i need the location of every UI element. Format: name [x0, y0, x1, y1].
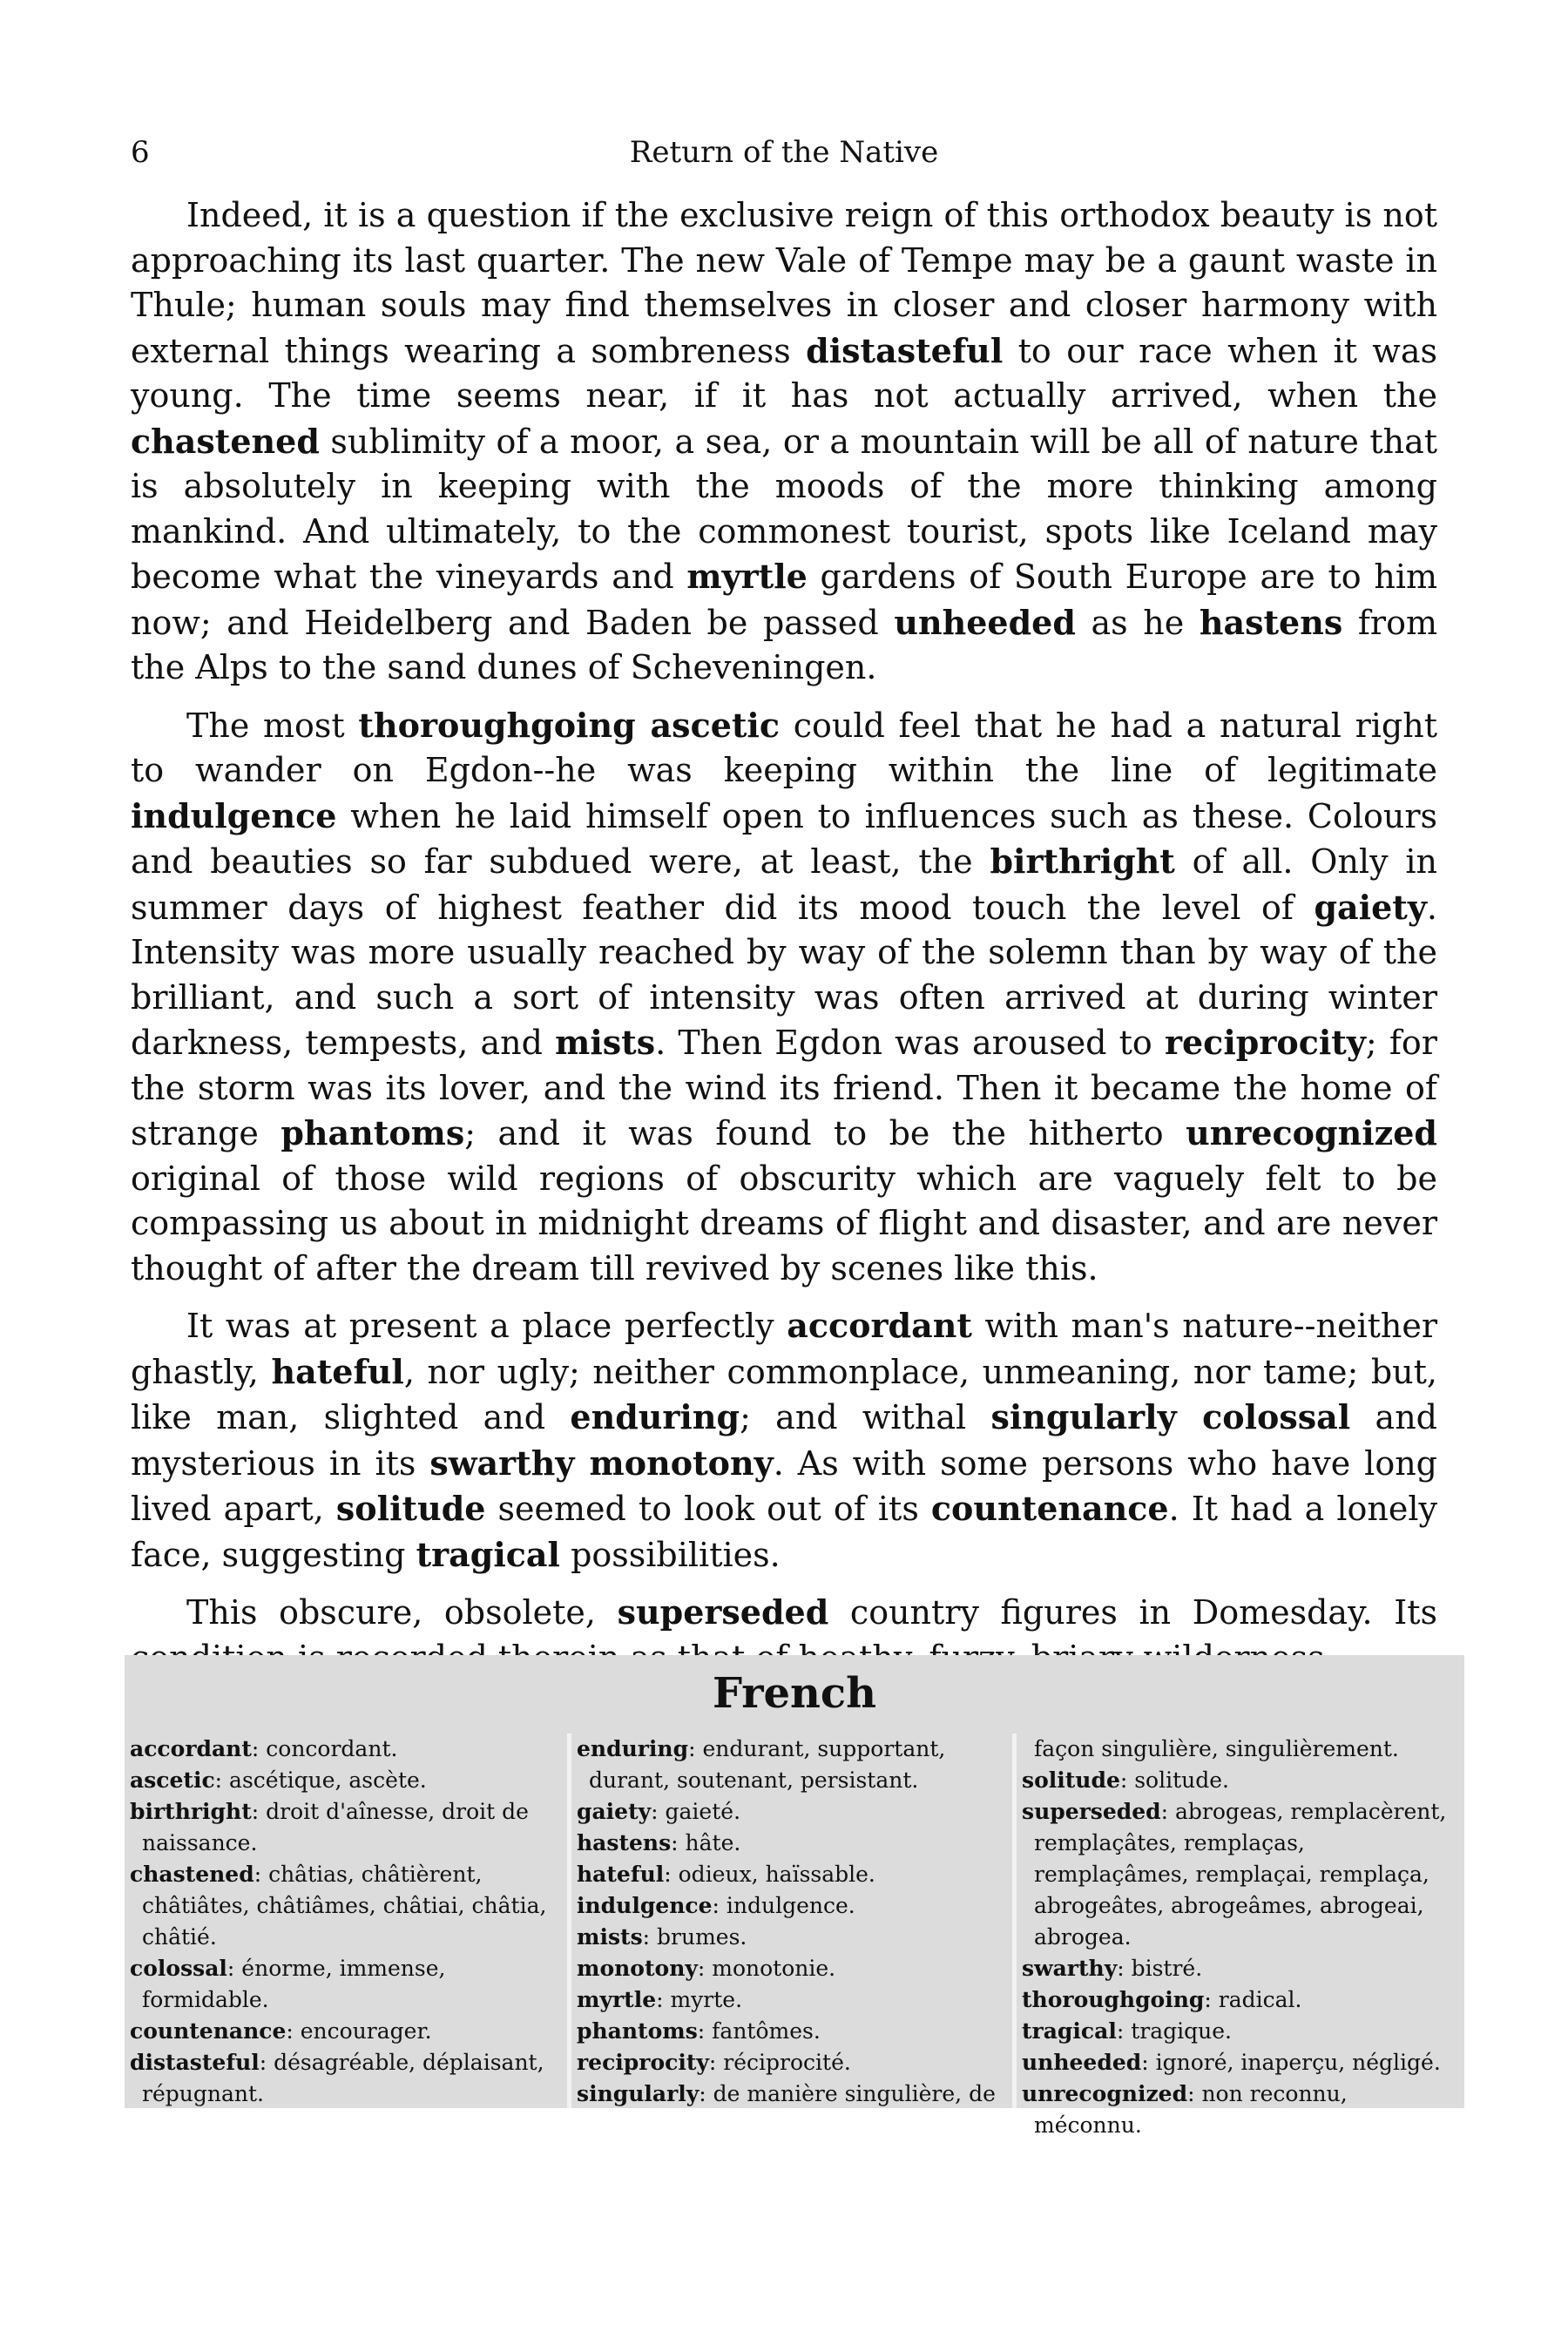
glossary-definition: : encourager. — [286, 2018, 432, 2044]
paragraph — [131, 193, 1437, 691]
glossary-entry — [1022, 1953, 1457, 1984]
text-run: original of those wild regions of obscurity which are vaguely felt to be compassing us about in midnight dreams of flight and disaster, and are never thought of after the dream till revived by scenes like this. — [131, 1159, 1437, 1288]
glossary-entry — [577, 2047, 1012, 2078]
text-run: from the Alps to the sand dunes of Scheveningen. — [131, 603, 1437, 686]
glossary-entry — [130, 2016, 565, 2047]
glossary-term: hastens — [577, 1830, 672, 1855]
vocab-word: accordant — [787, 1306, 972, 1345]
glossary-term: myrtle — [577, 1987, 657, 2012]
glossary-term: hateful — [577, 1862, 665, 1887]
vocab-word: birthright — [990, 841, 1175, 881]
glossary-term: indulgence — [577, 1893, 713, 1918]
text-run: and mysterious in its — [131, 1398, 1437, 1483]
text-run: This obscure, obsolete, — [186, 1593, 618, 1632]
body-text — [131, 193, 1437, 1693]
glossary-title: French — [712, 1669, 877, 1718]
text-run: . It had a lonely face, suggesting — [131, 1490, 1437, 1574]
vocab-word: singularly colossal — [990, 1397, 1351, 1436]
glossary-entry — [1022, 2078, 1457, 2141]
glossary-entry — [1022, 1984, 1457, 2016]
glossary-definition: : ascétique, ascète. — [214, 1767, 427, 1793]
glossary-entry — [577, 1890, 1012, 1922]
glossary-definition: : monotonie. — [697, 1956, 836, 1981]
glossary-column-3 — [1022, 1734, 1457, 2141]
text-run: as he — [1075, 603, 1200, 642]
glossary-term: ascetic — [130, 1767, 215, 1793]
vocab-word: reciprocity — [1164, 1023, 1366, 1062]
glossary-entry — [577, 1922, 1012, 1953]
glossary-entry — [1022, 1765, 1457, 1796]
page-header — [131, 131, 1437, 174]
glossary-entry — [130, 1953, 565, 2016]
glossary-column-1 — [130, 1734, 565, 2110]
text-run: Indeed, it is a question if the exclusive reign of this orthodox beauty is not approaching its last quarter. The new Vale of Tempe may be a gaunt waste in Thule; human souls may find themselves in closer and closer harmony with external things wearing a sombreness — [131, 196, 1437, 370]
glossary-entry — [130, 1859, 565, 1953]
text-run: , nor ugly; neither commonplace, unmeaning, nor tame; but, like man, slighted and — [131, 1352, 1437, 1436]
glossary-definition: : ignoré, inaperçu, négligé. — [1141, 2050, 1441, 2075]
text-run: with man's nature--neither ghastly, — [131, 1307, 1437, 1391]
glossary-definition: : désagréable, déplaisant, répugnant. — [142, 2050, 544, 2106]
vocab-word: swarthy monotony — [429, 1443, 774, 1483]
vocab-word: unheeded — [894, 602, 1076, 642]
glossary-definition: : odieux, haïssable. — [664, 1862, 875, 1887]
glossary-entry — [577, 1859, 1012, 1890]
glossary-term: accordant — [130, 1736, 252, 1761]
vocab-word: solitude — [335, 1489, 486, 1528]
vocab-word: hastens — [1199, 602, 1343, 642]
glossary-definition: : solitude. — [1119, 1767, 1229, 1793]
glossary-term: phantoms — [577, 2018, 698, 2044]
glossary-definition: : non reconnu, méconnu. — [1034, 2081, 1348, 2138]
text-run: possibilities. — [559, 1535, 781, 1574]
glossary-definition: : énorme, immense, formidable. — [142, 1956, 446, 2012]
glossary-entry — [577, 1734, 1012, 1796]
vocab-word: indulgence — [131, 795, 337, 835]
glossary-term: monotony — [577, 1956, 698, 1981]
glossary-entry-continued: façon singulière, singulièrement. — [1034, 1736, 1399, 1761]
glossary-definition: : concordant. — [251, 1736, 398, 1761]
vocab-word: unrecognized — [1186, 1113, 1437, 1152]
glossary-term: unrecognized — [1022, 2081, 1188, 2106]
glossary-term: singularly — [577, 2081, 700, 2106]
vocab-word: myrtle — [686, 557, 808, 596]
glossary-term: chastened — [130, 1862, 254, 1887]
text-run: sublimity of a moor, a sea, or a mountain will be all of nature that is absolutely in keeping with the moods of the more thinking among mankind. And ultimately, to the commonest tourist, spots like Iceland may become what the vineyards and — [131, 422, 1437, 596]
glossary-entry — [577, 1953, 1012, 1984]
glossary-definition: : bistré. — [1117, 1956, 1203, 1981]
glossary-definition: : brumes. — [642, 1924, 747, 1950]
glossary-definition: : endurant, supportant, durant, soutenant, persistant. — [589, 1736, 946, 1793]
text-run: seemed to look out of its — [485, 1490, 931, 1528]
text-run: ; and it was found to be the hitherto — [464, 1114, 1186, 1152]
glossary-column-2 — [577, 1734, 1012, 2110]
glossary-term: birthright — [130, 1799, 252, 1824]
glossary-entry — [130, 1796, 565, 1859]
vocab-word: superseded — [617, 1592, 829, 1632]
text-run: to our race when it was young. The time seems near, if it has not actually arrived, when the — [131, 331, 1437, 415]
vocab-word: gaiety — [1314, 887, 1427, 927]
glossary-definition: : droit d'aînesse, droit de naissance. — [142, 1799, 529, 1855]
glossary-entry — [130, 2047, 565, 2110]
vocab-word: mists — [555, 1023, 656, 1062]
text-run: The most — [186, 706, 359, 745]
text-run: . As with some persons who have long lived apart, — [131, 1443, 1438, 1528]
glossary-definition: : de manière singulière, de — [699, 2081, 996, 2106]
text-run: It was at present a place perfectly — [186, 1307, 787, 1345]
vocab-word: countenance — [930, 1489, 1169, 1528]
glossary-definition: : hâte. — [671, 1830, 741, 1855]
glossary-definition: : réciprocité. — [708, 2050, 851, 2075]
glossary-term: reciprocity — [577, 2050, 709, 2075]
vocab-word: distasteful — [806, 330, 1004, 370]
glossary-entry — [1022, 2047, 1457, 2078]
glossary-term: swarthy — [1022, 1956, 1118, 1981]
glossary-term: gaiety — [577, 1799, 652, 1824]
glossary-term: countenance — [130, 2018, 287, 2044]
glossary-entry — [577, 2016, 1012, 2047]
text-run: gardens of South Europe are to him now; and Heidelberg and Baden be passed — [131, 558, 1437, 642]
glossary-entry — [577, 1796, 1012, 1828]
paragraph — [131, 1303, 1437, 1578]
glossary-definition: : indulgence. — [712, 1893, 855, 1918]
column-divider — [1012, 1734, 1017, 2108]
running-title: Return of the Native — [629, 135, 939, 170]
glossary-entry — [130, 1765, 565, 1796]
glossary-entry — [577, 1828, 1012, 1859]
glossary-entry — [577, 1984, 1012, 2016]
text-run: of all. Only in summer days of highest feather did its mood touch the level of — [131, 842, 1438, 927]
glossary-term: mists — [577, 1924, 643, 1950]
paragraph — [131, 703, 1437, 1292]
vocab-word: hateful — [271, 1351, 404, 1391]
vocab-word: thoroughgoing ascetic — [358, 705, 781, 745]
vocab-word: tragical — [416, 1534, 560, 1574]
glossary-term: tragical — [1022, 2018, 1117, 2044]
glossary-definition: : myrte. — [656, 1987, 743, 2012]
vocab-word: enduring — [570, 1397, 740, 1436]
vocab-word: chastened — [131, 421, 320, 461]
text-run: could feel that he had a natural right to wander on Egdon--he was keeping within the line of legitimate — [131, 706, 1437, 789]
glossary-entry — [577, 2078, 1012, 2110]
glossary-definition: : gaieté. — [651, 1799, 741, 1824]
glossary-entry — [1022, 1796, 1457, 1953]
glossary-term: unheeded — [1022, 2050, 1142, 2075]
text-run: ; for the storm was its lover, and the wind its friend. Then it became the home of strange — [131, 1024, 1437, 1152]
text-run: . Intensity was more usually reached by way of the solemn than by way of the brilliant, and such a sort of intensity was often arrived at during winter darkness, tempests, and — [131, 888, 1437, 1062]
glossary-definition: : abrogeas, remplacèrent, remplaçâtes, remplaças, remplaçâmes, remplaçai, remplaça, abrogeâtes, abrogeâmes, abrogeai, abrogea. — [1034, 1799, 1447, 1950]
text-run: country figures in Domesday. Its — [849, 1593, 1437, 1632]
text-run: . Then Egdon was aroused to — [655, 1024, 1165, 1062]
vocab-word: phantoms — [280, 1113, 465, 1152]
glossary-definition: : fantômes. — [697, 2018, 821, 2044]
text-run: ; and withal — [740, 1398, 991, 1436]
glossary-term: distasteful — [130, 2050, 260, 2075]
glossary-definition: : radical. — [1204, 1987, 1302, 2012]
glossary-entry — [130, 1734, 565, 1765]
glossary-term: enduring — [577, 1736, 689, 1761]
column-divider — [567, 1734, 571, 2108]
page-number: 6 — [131, 135, 150, 170]
glossary-term: solitude — [1022, 1767, 1120, 1793]
text-run: when he laid himself open to influences such as these. Colours and beauties so far subdued were, at least, the — [131, 796, 1437, 881]
glossary-term: superseded — [1022, 1799, 1161, 1824]
glossary-term: thoroughgoing — [1022, 1987, 1205, 2012]
glossary-box — [125, 1655, 1464, 2138]
glossary-entry — [1022, 2016, 1457, 2047]
glossary-definition: : tragique. — [1116, 2018, 1232, 2044]
glossary-definition: : châtias, châtièrent, châtiâtes, châtiâmes, châtiai, châtia, châtié. — [142, 1862, 547, 1950]
glossary-term: colossal — [130, 1956, 227, 1981]
